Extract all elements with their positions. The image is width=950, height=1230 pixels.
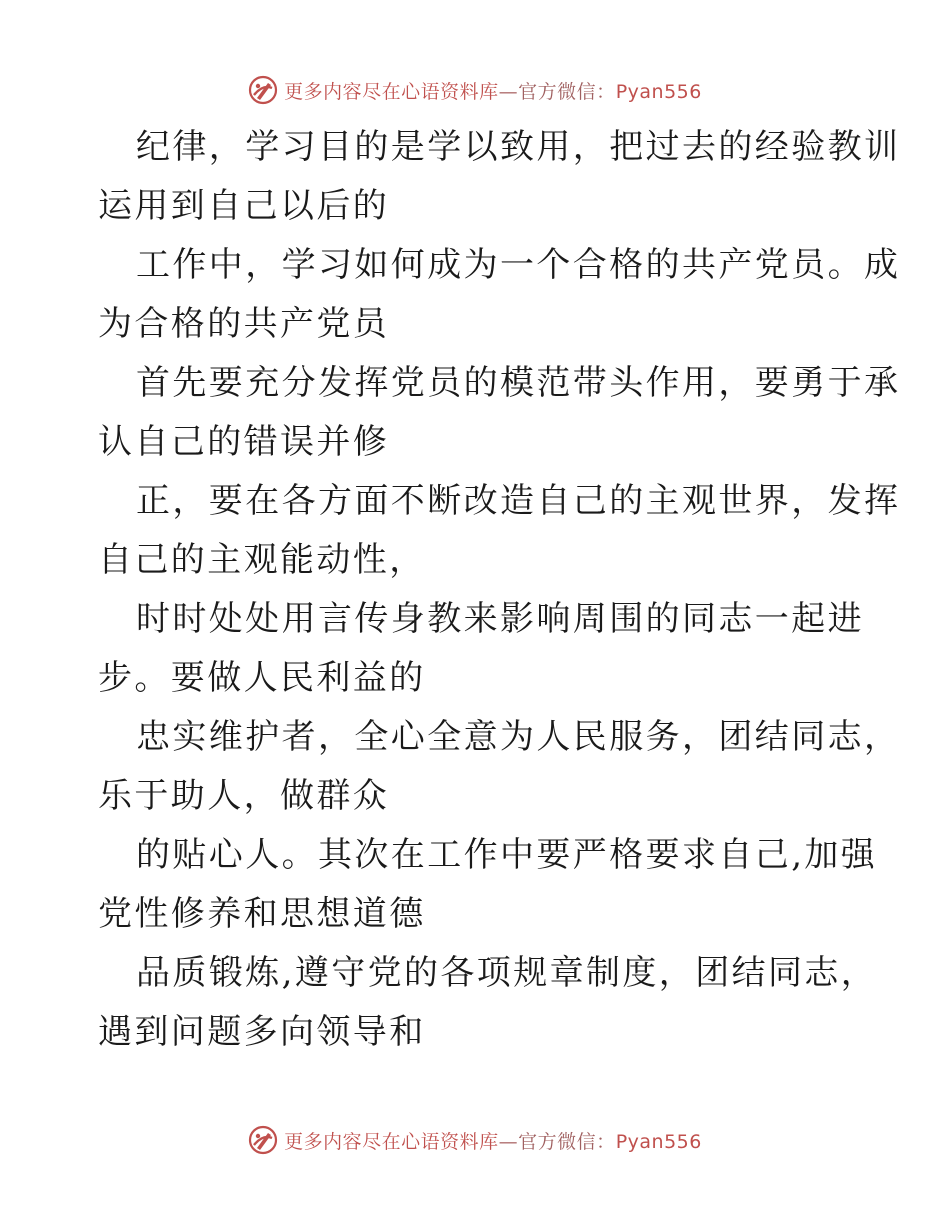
paragraph-line: 忠实维护者，全心全意为人民服务，团结同志， <box>136 717 901 757</box>
paragraph-line: 品质锻炼,遵守党的各项规章制度，团结同志， <box>136 953 878 993</box>
paragraph-line: 步。要做人民利益的 <box>98 658 426 698</box>
book-pen-logo-icon <box>248 1125 278 1155</box>
book-pen-logo-icon <box>248 75 278 105</box>
paragraph-7 <box>98 826 878 944</box>
footer-brand: 更多内容尽在心语资料库 <box>284 1130 499 1153</box>
paragraph-line: 认自己的错误并修 <box>98 422 390 462</box>
document-body <box>98 118 901 1062</box>
paragraph-line: 正，要在各方面不断改造自己的主观世界，发挥 <box>136 481 901 521</box>
header-brand: 更多内容尽在心语资料库 <box>284 80 499 103</box>
paragraph-line: 时时处处用言传身教来影响周围的同志一起进 <box>136 599 864 639</box>
paragraph-4 <box>98 472 901 590</box>
paragraph-5 <box>98 590 864 708</box>
paragraph-line: 的贴心人。其次在工作中要严格要求自己,加强 <box>136 835 878 875</box>
paragraph-line: 乐于助人，做群众 <box>98 776 390 816</box>
header-wechat-label: 官方微信： <box>518 80 616 103</box>
paragraph-3 <box>98 354 901 472</box>
paragraph-line: 自己的主观能动性， <box>98 540 426 580</box>
paragraph-6 <box>98 708 901 826</box>
paragraph-line: 为合格的共产党员 <box>98 304 390 344</box>
footer-wechat-id: Pyan556 <box>615 1130 702 1153</box>
paragraph-1 <box>98 118 901 236</box>
paragraph-line: 运用到自己以后的 <box>98 186 390 226</box>
footer-separator: — <box>498 1130 519 1153</box>
paragraph-line: 党性修养和思想道德 <box>98 894 426 934</box>
header-banner <box>0 70 950 110</box>
header-separator: — <box>498 80 519 103</box>
footer-banner <box>0 1120 950 1160</box>
header-brand-text <box>284 77 702 104</box>
footer-brand-text <box>284 1127 702 1154</box>
paragraph-8 <box>98 944 878 1062</box>
paragraph-line: 首先要充分发挥党员的模范带头作用，要勇于承 <box>136 363 901 403</box>
paragraph-2 <box>98 236 901 354</box>
footer-wechat-label: 官方微信： <box>518 1130 616 1153</box>
paragraph-line: 纪律，学习目的是学以致用，把过去的经验教训 <box>136 127 901 167</box>
header-wechat-id: Pyan556 <box>615 80 702 103</box>
paragraph-line: 遇到问题多向领导和 <box>98 1012 426 1052</box>
paragraph-line: 工作中，学习如何成为一个合格的共产党员。成 <box>136 245 901 285</box>
